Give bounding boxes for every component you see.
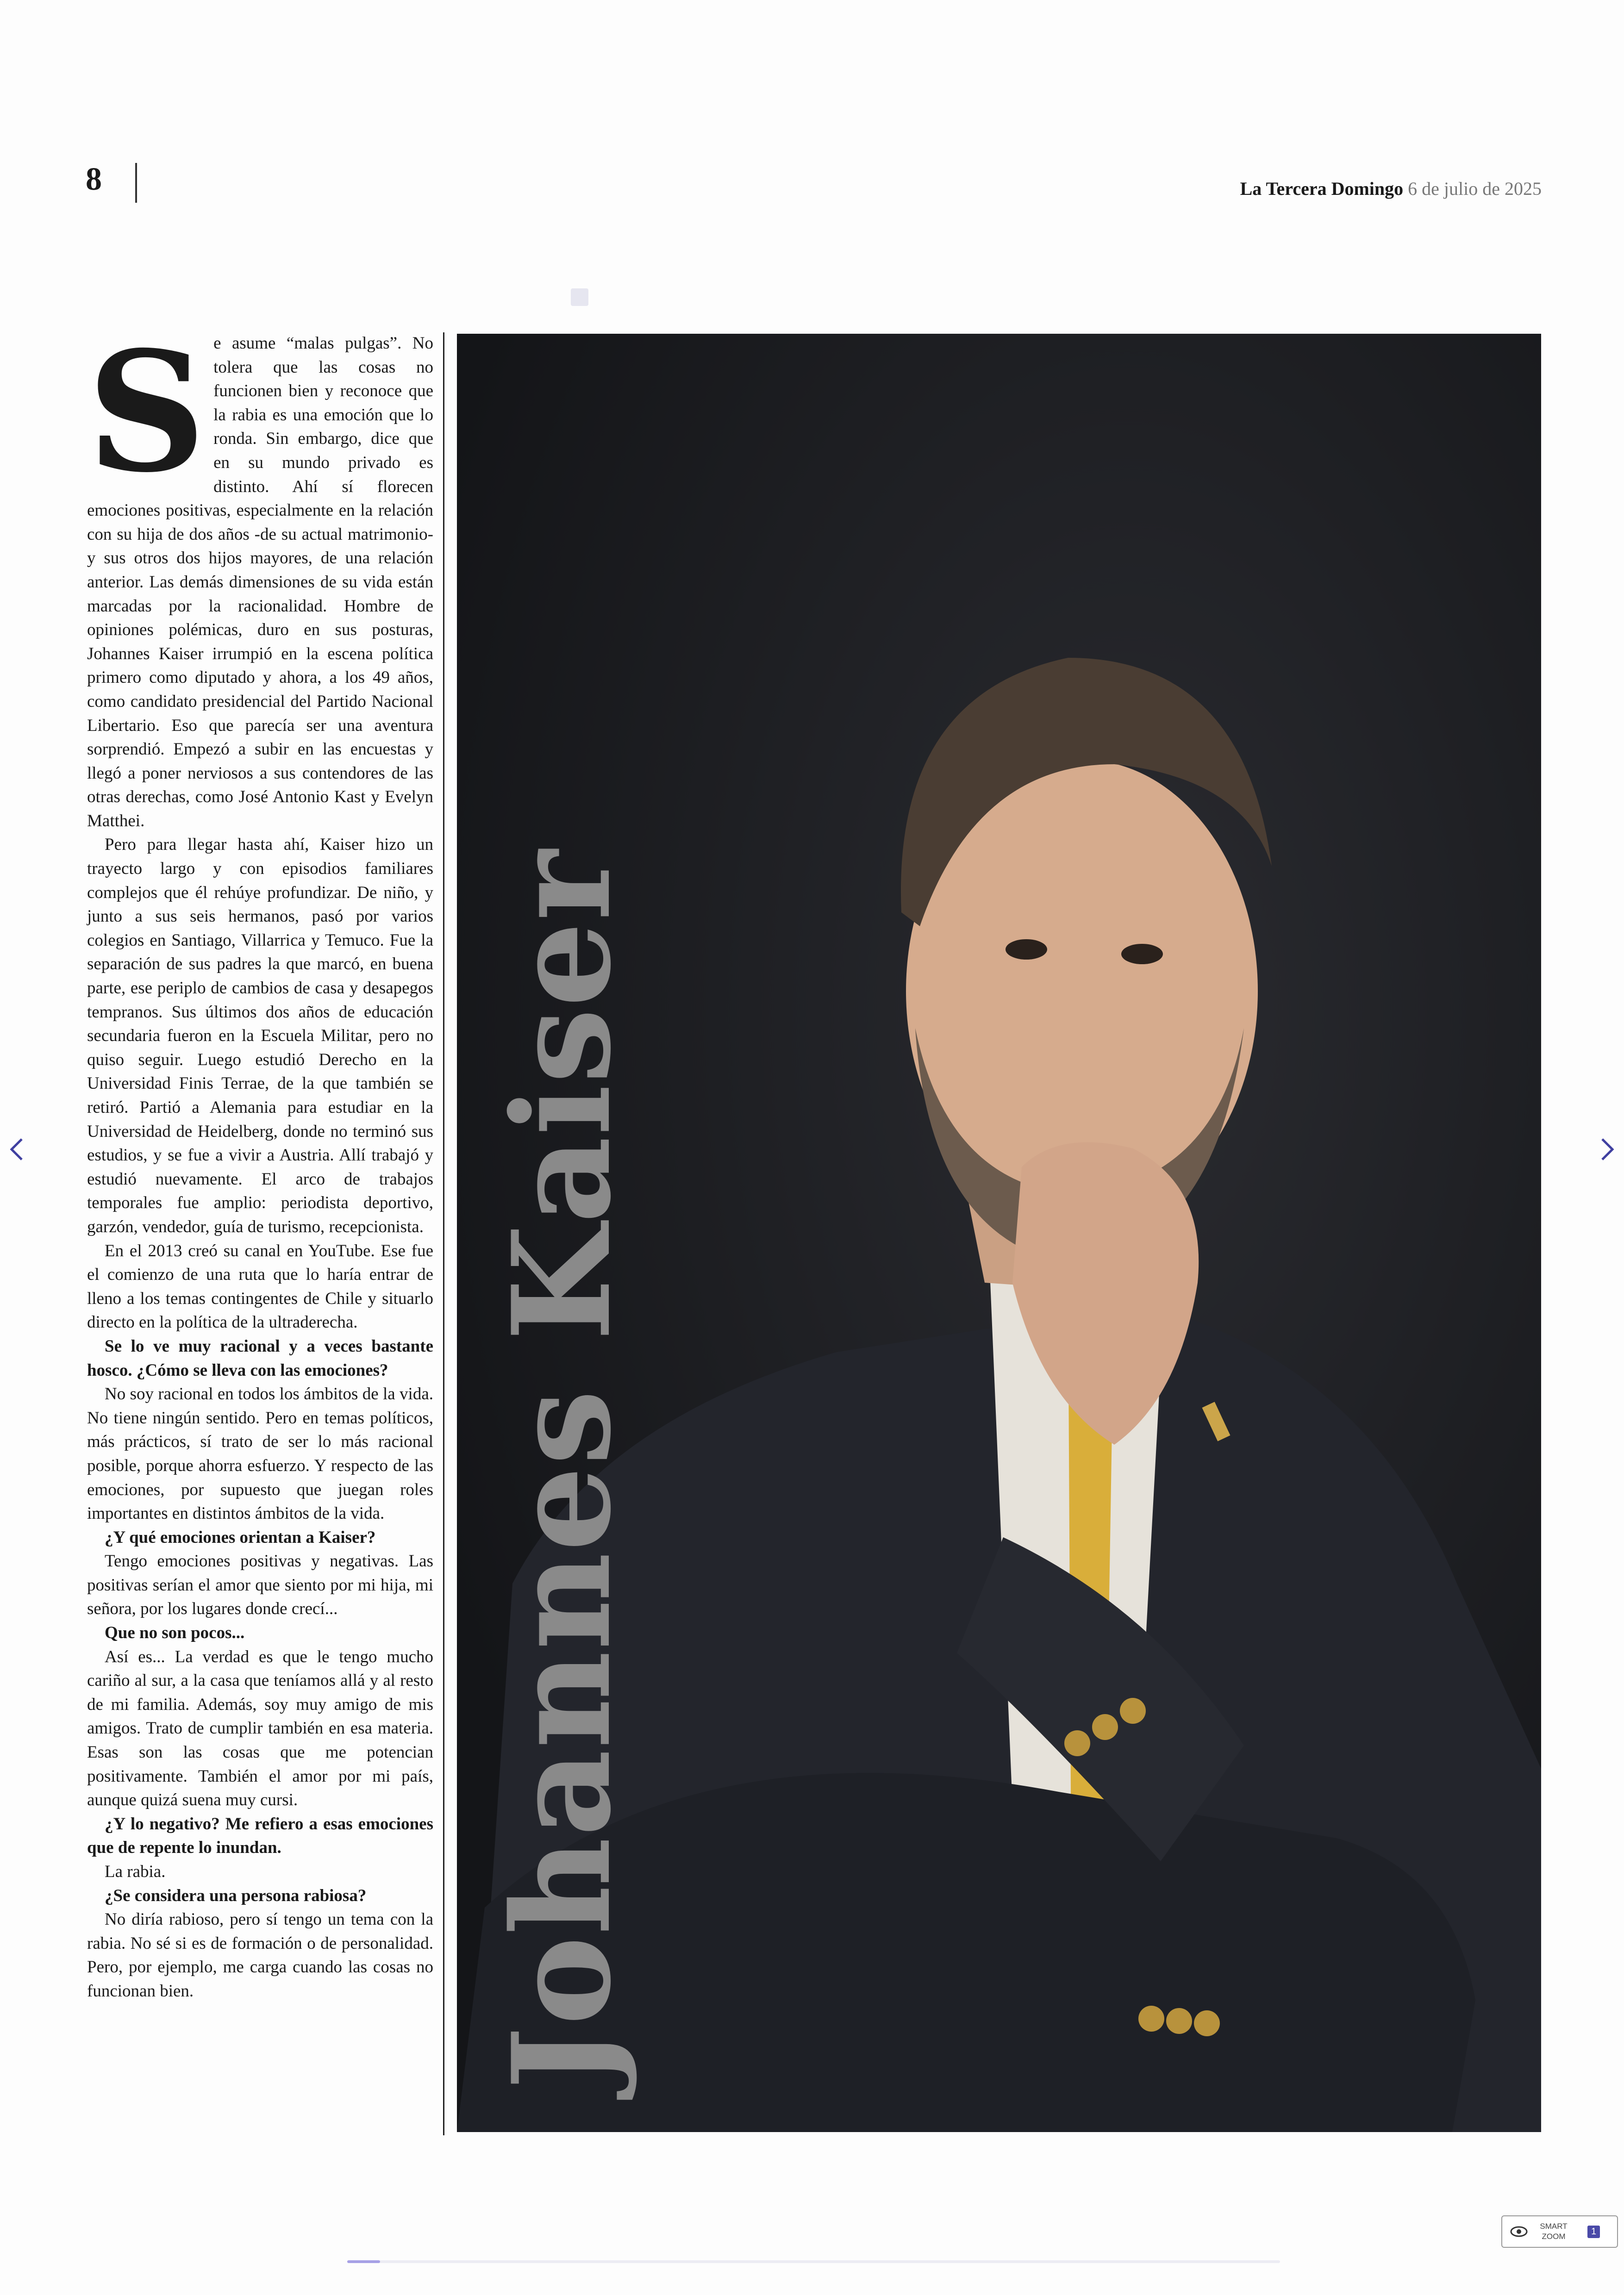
smart-zoom-badge: 1 [1587,2226,1600,2238]
drop-cap: S [87,315,206,509]
next-page-button[interactable] [1592,1133,1624,1166]
previous-page-button[interactable] [0,1133,32,1166]
publication-date: 6 de julio de 2025 [1408,178,1542,199]
article-paragraphs [87,315,433,2003]
eye-icon [1510,2226,1528,2238]
vertical-headline-name: Johannes Kaiser [483,849,641,2090]
chevron-right-icon [1599,1137,1616,1161]
interview-question: ¿Y qué emociones orientan a Kaiser? [105,1528,376,1547]
interview-question: Se lo ve muy racional y a veces bastante hosco. ¿Cómo se lleva con las emociones? [87,1336,433,1380]
article-paragraph: La rabia. [105,1862,166,1881]
page-progress-fill [347,2260,380,2263]
smart-zoom-button[interactable] [1501,2215,1618,2248]
publication-name: La Tercera Domingo [1240,178,1404,199]
interview-question: ¿Y lo negativo? Me refiero a esas emociones que de repente lo inundan. [87,1814,433,1858]
smart-zoom-label-line2: ZOOM [1542,2232,1566,2241]
article-paragraph: Pero para llegar hasta ahí, Kaiser hizo un trayecto largo y con episodios familiares complejos que él rehúye profundizar. De niño, y junto a sus seis hermanos, pasó por varios colegios en Santiago, Villarrica y Temuco. Fue la separación de sus padres la que marcó, en buena parte, ese periplo de cambios de casa y desapegos tempranos. Sus últimos dos años de educación secundaria fueron en la Escuela Militar, pero no quiso seguir. Luego estudió Derecho en la Universidad Finis Terrae, de la que también se retiró. Partió a Alemania para estudiar en la Universidad de Heidelberg, donde no terminó sus estudios, y se fue a vivir a Austria. Allí trabajó y estudió nuevamente. El arco de trabajos temporales fue amplio: periodista deportivo, garzón, vendedor, guía de turismo, recepcionista. [87,835,433,1236]
page-progress-bar[interactable] [347,2260,1280,2263]
chevron-left-icon [8,1137,25,1161]
article-paragraph: Así es... La verdad es que le tengo mucho cariño al sur, a la casa que teníamos allá y al resto de mi familia. Además, soy muy amigo de mis amigos. Trato de cumplir también en esa materia. Esas son las cosas que me potencian positivamente. También el amor por mi país, aunque quizá suena muy cursi. [87,1647,433,1810]
smart-zoom-label-line1: SMART [1540,2222,1568,2231]
image-placeholder-icon [571,288,588,306]
article-paragraph: No soy racional en todos los ámbitos de la vida. No tiene ningún sentido. Pero en temas políticos, más prácticos, sí trato de ser lo más racional posible, porque ahorra esfuerzo. Y respecto de las emociones, por supuesto que juegan roles importantes en distintos ámbitos de la vida. [87,1384,433,1523]
interview-question: ¿Se considera una persona rabiosa? [105,1886,367,1905]
article-paragraph: e asume “malas pulgas”. No tolera que las cosas no funcionen bien y reconoce que la rabia es una emoción que lo ronda. Sin embargo, dice que en su mundo privado es distinto. Ahí sí florecen emociones positivas, especialmente en la relación con su hija de dos años -de su actual matrimonio- y sus otros dos hijos mayores, de una relación anterior. Las demás dimensiones de su vida están marcadas por la racionalidad. Hombre de opiniones polémicas, duro en sus posturas, Johannes Kaiser irrumpió en la escena política primero como diputado y ahora, a los 49 años, como candidato presidencial del Partido Nacional Libertario. Eso que parecía ser una aventura sorprendió. Empezó a subir en las encuestas y llegó a poner nerviosos a sus contendores de las otras derechas, como José Antonio Kast y Evelyn Matthei. [87,334,433,830]
article-body [87,315,433,2003]
article-paragraph: Tengo emociones positivas y negativas. Las positivas serían el amor que siento por mi hija, mi señora, por los lugares donde crecí... [87,1552,433,1619]
page-number: 8 [86,162,102,197]
column-divider [443,332,444,2135]
article-paragraph: En el 2013 creó su canal en YouTube. Ese fue el comienzo de una ruta que lo haría entrar de lleno a los temas contingentes de Chile y situarlo directo en la política de la ultraderecha. [87,1241,433,1332]
interview-question: Que no son pocos... [105,1623,245,1643]
header-divider [135,163,137,203]
smart-zoom-label [1528,2221,1579,2242]
masthead [1240,178,1542,200]
article-paragraph: No diría rabioso, pero sí tengo un tema con la rabia. No sé si es de formación o de personalidad. Pero, por ejemplo, me carga cuando las cosas no funcionan bien. [87,1910,433,2001]
